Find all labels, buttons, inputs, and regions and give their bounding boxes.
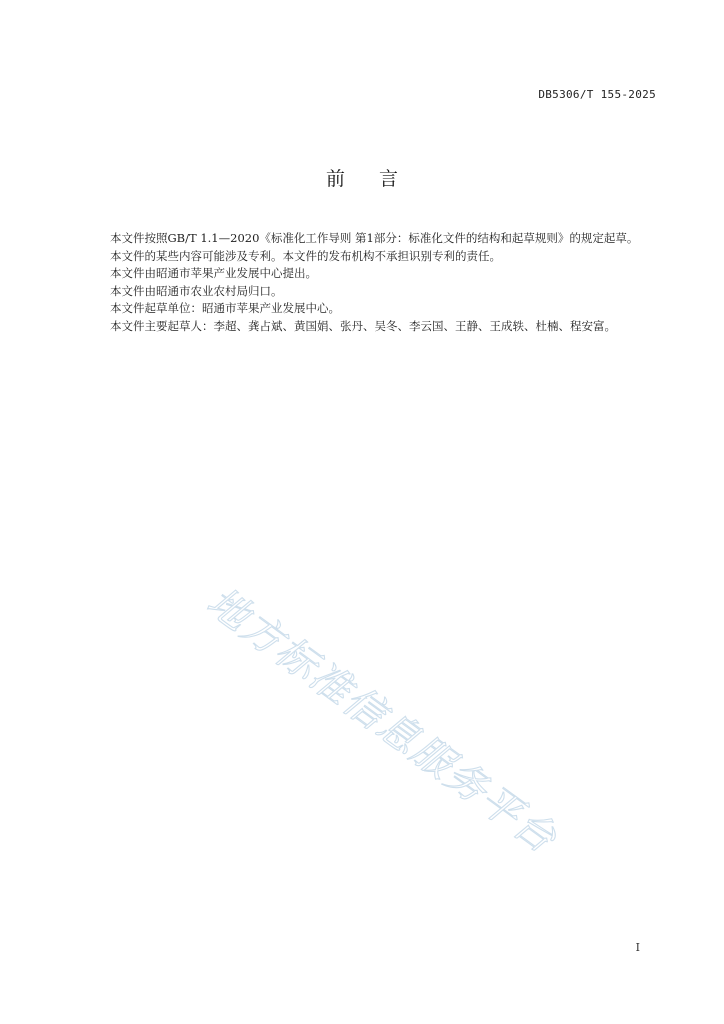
page-title: 前言 bbox=[325, 168, 432, 190]
paragraph-patent-notice: 本文件的某些内容可能涉及专利。本文件的发布机构不承担识别专利的责任。 bbox=[110, 248, 501, 263]
paragraph-drafters: 本文件主要起草人：李超、龚占斌、黄国娟、张丹、吴冬、李云国、王静、王成轶、杜楠、程安富。 bbox=[110, 318, 616, 333]
watermark-text: 地方标准信息服务平台 bbox=[198, 578, 566, 863]
paragraph-proposer: 本文件由昭通市苹果产业发展中心提出。 bbox=[110, 266, 317, 280]
paragraph-drafting-unit: 本文件起草单位：昭通市苹果产业发展中心。 bbox=[110, 301, 340, 315]
document-code: DB5306/T 155-2025 bbox=[538, 88, 656, 101]
page-number: I bbox=[635, 941, 640, 954]
foreword-body bbox=[87, 230, 659, 335]
paragraph-centralized-unit: 本文件由昭通市农业农村局归口。 bbox=[110, 283, 283, 298]
paragraph-standard-basis: 本文件按照GB/T 1.1—2020《标准化工作导则 第1部分：标准化文件的结构和起草规则》的规定起草。 bbox=[110, 231, 639, 245]
